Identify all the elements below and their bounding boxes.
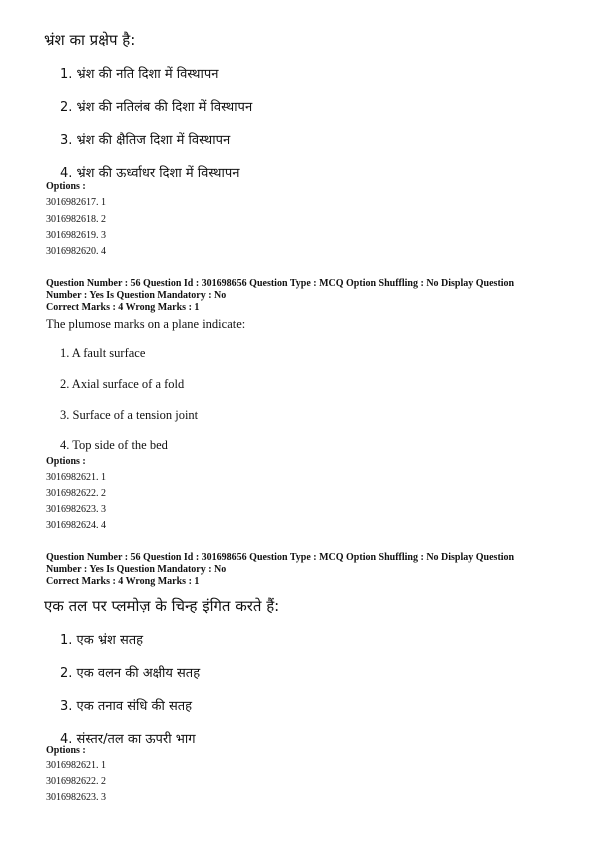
option-id: 3016982618. 2 bbox=[46, 214, 106, 225]
option-id: 3016982621. 1 bbox=[46, 472, 106, 483]
marks-line: Correct Marks : 4 Wrong Marks : 1 bbox=[46, 576, 200, 587]
option-id: 3016982621. 1 bbox=[46, 760, 106, 771]
option-1: 1. एक भ्रंश सतह bbox=[60, 633, 144, 648]
option-id: 3016982622. 2 bbox=[46, 776, 106, 787]
option-id: 3016982620. 4 bbox=[46, 246, 106, 257]
option-1: 1. भ्रंश की नति दिशा में विस्थापन bbox=[60, 67, 219, 82]
question-meta-line: Question Number : 56 Question Id : 301698656 Question Type : MCQ Option Shuffling : No Display Question bbox=[46, 552, 515, 563]
options-label: Options : bbox=[46, 181, 86, 192]
question-meta bbox=[46, 278, 556, 314]
option-2: 2. Axial surface of a fold bbox=[60, 377, 185, 391]
option-1: 1. A fault surface bbox=[60, 346, 146, 360]
question-meta-line: Question Number : 56 Question Id : 301698656 Question Type : MCQ Option Shuffling : No Display Question bbox=[46, 278, 515, 289]
question-text: एक तल पर प्लमोज़ के चिन्ह इंगित करते हैं: bbox=[44, 597, 280, 615]
question-text: The plumose marks on a plane indicate: bbox=[46, 317, 246, 331]
option-3: 3. एक तनाव संधि की सतह bbox=[60, 699, 193, 714]
option-id: 3016982623. 3 bbox=[46, 504, 106, 515]
option-id: 3016982623. 3 bbox=[46, 792, 106, 803]
option-id: 3016982624. 4 bbox=[46, 520, 106, 531]
question-meta-line: Number : Yes Is Question Mandatory : No bbox=[46, 290, 227, 301]
option-3: 3. Surface of a tension joint bbox=[60, 408, 199, 422]
option-3: 3. भ्रंश की क्षैतिज दिशा में विस्थापन bbox=[60, 133, 231, 148]
question-meta-line: Number : Yes Is Question Mandatory : No bbox=[46, 564, 227, 575]
question-text: भ्रंश का प्रक्षेप है: bbox=[44, 31, 136, 49]
option-4: 4. भ्रंश की ऊर्ध्वाधर दिशा में विस्थापन bbox=[60, 166, 240, 181]
option-id: 3016982619. 3 bbox=[46, 230, 106, 241]
option-4: 4. Top side of the bed bbox=[60, 438, 168, 452]
question-meta bbox=[46, 552, 556, 588]
option-2: 2. एक वलन की अक्षीय सतह bbox=[60, 666, 201, 681]
option-id: 3016982617. 1 bbox=[46, 197, 106, 208]
option-2: 2. भ्रंश की नतिलंब की दिशा में विस्थापन bbox=[60, 100, 253, 115]
option-4: 4. संस्तर/तल का ऊपरी भाग bbox=[60, 732, 196, 747]
options-label: Options : bbox=[46, 745, 86, 756]
options-label: Options : bbox=[46, 456, 86, 467]
option-id: 3016982622. 2 bbox=[46, 488, 106, 499]
marks-line: Correct Marks : 4 Wrong Marks : 1 bbox=[46, 302, 200, 313]
